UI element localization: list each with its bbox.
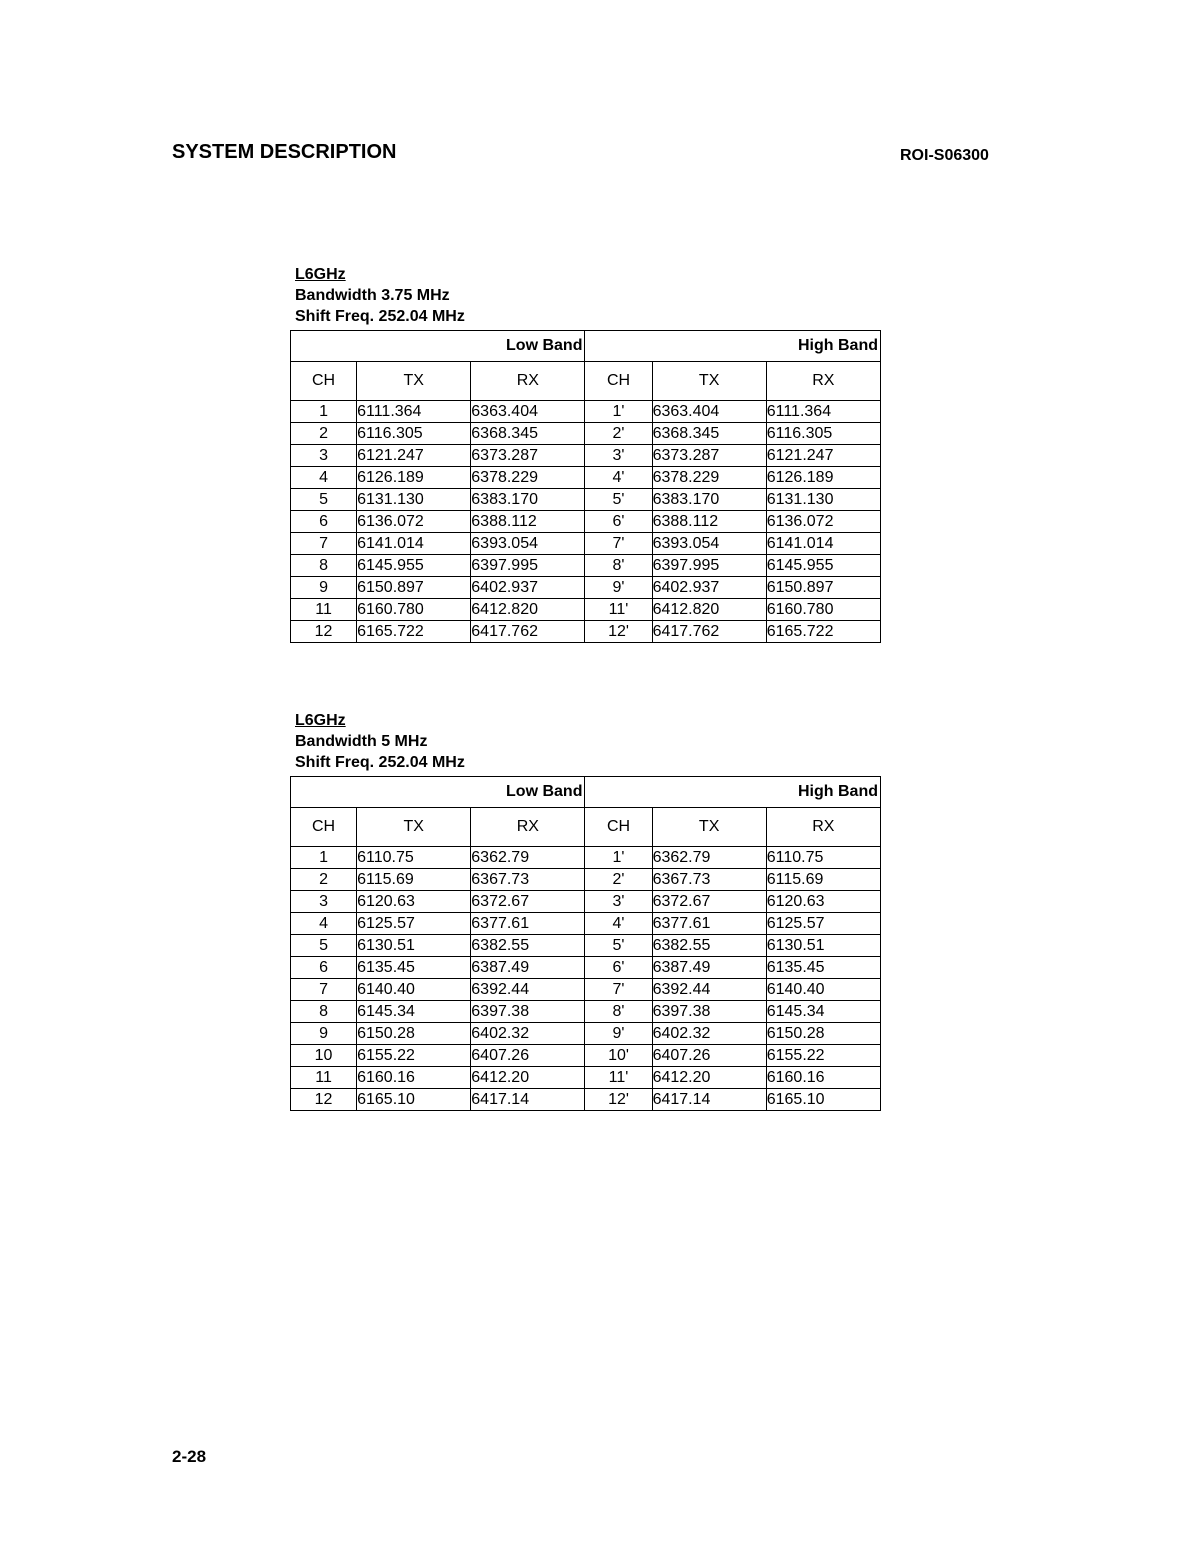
- channel-cell: 5': [585, 489, 652, 511]
- frequency-cell: 6368.345: [471, 423, 585, 445]
- channel-cell: 8': [585, 1001, 652, 1023]
- frequency-cell: 6412.20: [652, 1067, 766, 1089]
- frequency-cell: 6363.404: [652, 401, 766, 423]
- channel-cell: 7: [291, 533, 357, 555]
- high-band-header: High Band: [585, 777, 881, 808]
- frequency-cell: 6367.73: [652, 869, 766, 891]
- frequency-cell: 6110.75: [766, 847, 880, 869]
- frequency-cell: 6136.072: [357, 511, 471, 533]
- frequency-cell: 6125.57: [357, 913, 471, 935]
- frequency-cell: 6165.10: [357, 1089, 471, 1111]
- bandwidth-label: Bandwidth 3.75 MHz: [295, 287, 450, 304]
- frequency-cell: 6383.170: [471, 489, 585, 511]
- channel-cell: 9': [585, 577, 652, 599]
- channel-cell: 12: [291, 1089, 357, 1111]
- frequency-cell: 6116.305: [357, 423, 471, 445]
- low-band-header: Low Band: [291, 331, 585, 362]
- frequency-cell: 6141.014: [766, 533, 880, 555]
- frequency-cell: 6377.61: [652, 913, 766, 935]
- channel-cell: 4': [585, 913, 652, 935]
- band-label: L6GHz: [295, 266, 346, 283]
- frequency-cell: 6111.364: [357, 401, 471, 423]
- frequency-cell: 6136.072: [766, 511, 880, 533]
- channel-cell: 2: [291, 423, 357, 445]
- frequency-cell: 6126.189: [357, 467, 471, 489]
- frequency-cell: 6140.40: [357, 979, 471, 1001]
- channel-cell: 6: [291, 957, 357, 979]
- frequency-cell: 6382.55: [652, 935, 766, 957]
- frequency-cell: 6397.38: [471, 1001, 585, 1023]
- frequency-cell: 6121.247: [766, 445, 880, 467]
- frequency-table-section-2: [290, 710, 882, 1111]
- frequency-cell: 6116.305: [766, 423, 880, 445]
- table-row: [291, 401, 881, 423]
- frequency-cell: 6373.287: [652, 445, 766, 467]
- frequency-cell: 6130.51: [357, 935, 471, 957]
- frequency-cell: 6387.49: [471, 957, 585, 979]
- frequency-cell: 6121.247: [357, 445, 471, 467]
- channel-cell: 3: [291, 891, 357, 913]
- frequency-cell: 6388.112: [471, 511, 585, 533]
- table-row: [291, 599, 881, 621]
- frequency-cell: 6417.762: [652, 621, 766, 643]
- column-header: TX: [652, 362, 766, 401]
- frequency-cell: 6372.67: [652, 891, 766, 913]
- frequency-cell: 6145.955: [357, 555, 471, 577]
- band-header-row: [291, 331, 881, 362]
- frequency-cell: 6402.32: [652, 1023, 766, 1045]
- frequency-cell: 6150.897: [766, 577, 880, 599]
- channel-cell: 1': [585, 847, 652, 869]
- frequency-cell: 6160.780: [357, 599, 471, 621]
- band-header-row: [291, 777, 881, 808]
- frequency-cell: 6145.34: [357, 1001, 471, 1023]
- channel-cell: 6': [585, 957, 652, 979]
- frequency-cell: 6388.112: [652, 511, 766, 533]
- channel-cell: 5': [585, 935, 652, 957]
- frequency-cell: 6397.38: [652, 1001, 766, 1023]
- channel-cell: 6: [291, 511, 357, 533]
- column-header-row: [291, 362, 881, 401]
- column-header: RX: [766, 362, 880, 401]
- table-row: [291, 577, 881, 599]
- channel-cell: 4: [291, 913, 357, 935]
- column-header: CH: [585, 362, 652, 401]
- table-row: [291, 489, 881, 511]
- frequency-cell: 6165.10: [766, 1089, 880, 1111]
- table-row: [291, 913, 881, 935]
- page-number: 2-28: [172, 1447, 207, 1466]
- frequency-cell: 6141.014: [357, 533, 471, 555]
- column-header: TX: [357, 362, 471, 401]
- frequency-cell: 6373.287: [471, 445, 585, 467]
- frequency-cell: 6115.69: [766, 869, 880, 891]
- frequency-cell: 6155.22: [766, 1045, 880, 1067]
- frequency-cell: 6378.229: [652, 467, 766, 489]
- channel-cell: 11: [291, 1067, 357, 1089]
- table-row: [291, 621, 881, 643]
- table-row: [291, 847, 881, 869]
- frequency-cell: 6150.897: [357, 577, 471, 599]
- frequency-cell: 6383.170: [652, 489, 766, 511]
- channel-cell: 2': [585, 869, 652, 891]
- table-row: [291, 1023, 881, 1045]
- frequency-cell: 6412.820: [471, 599, 585, 621]
- table-row: [291, 1001, 881, 1023]
- frequency-cell: 6402.937: [471, 577, 585, 599]
- frequency-cell: 6402.32: [471, 1023, 585, 1045]
- frequency-table: [290, 330, 881, 643]
- table-row: [291, 935, 881, 957]
- frequency-cell: 6393.054: [471, 533, 585, 555]
- channel-cell: 11': [585, 1067, 652, 1089]
- channel-cell: 7': [585, 533, 652, 555]
- channel-cell: 8': [585, 555, 652, 577]
- table-row: [291, 869, 881, 891]
- column-header: CH: [585, 808, 652, 847]
- shift-frequency-label: Shift Freq. 252.04 MHz: [295, 308, 465, 325]
- channel-cell: 10: [291, 1045, 357, 1067]
- frequency-cell: 6140.40: [766, 979, 880, 1001]
- bandwidth-label: Bandwidth 5 MHz: [295, 733, 428, 750]
- channel-cell: 3: [291, 445, 357, 467]
- frequency-cell: 6131.130: [357, 489, 471, 511]
- channel-cell: 8: [291, 555, 357, 577]
- table-row: [291, 533, 881, 555]
- channel-cell: 7: [291, 979, 357, 1001]
- channel-cell: 3': [585, 891, 652, 913]
- frequency-cell: 6145.955: [766, 555, 880, 577]
- high-band-header: High Band: [585, 331, 881, 362]
- frequency-cell: 6417.762: [471, 621, 585, 643]
- section-title: SYSTEM DESCRIPTION: [172, 141, 397, 163]
- frequency-cell: 6150.28: [357, 1023, 471, 1045]
- frequency-cell: 6378.229: [471, 467, 585, 489]
- frequency-cell: 6160.780: [766, 599, 880, 621]
- frequency-cell: 6160.16: [766, 1067, 880, 1089]
- frequency-cell: 6417.14: [471, 1089, 585, 1111]
- table-row: [291, 423, 881, 445]
- band-label: L6GHz: [295, 712, 346, 729]
- channel-cell: 5: [291, 935, 357, 957]
- frequency-cell: 6135.45: [766, 957, 880, 979]
- frequency-cell: 6120.63: [357, 891, 471, 913]
- column-header: TX: [357, 808, 471, 847]
- channel-cell: 4: [291, 467, 357, 489]
- frequency-cell: 6362.79: [471, 847, 585, 869]
- table-row: [291, 1089, 881, 1111]
- channel-cell: 4': [585, 467, 652, 489]
- frequency-cell: 6407.26: [652, 1045, 766, 1067]
- channel-cell: 6': [585, 511, 652, 533]
- frequency-cell: 6368.345: [652, 423, 766, 445]
- channel-cell: 1: [291, 847, 357, 869]
- frequency-cell: 6412.20: [471, 1067, 585, 1089]
- channel-cell: 12': [585, 1089, 652, 1111]
- frequency-cell: 6392.44: [471, 979, 585, 1001]
- channel-cell: 2: [291, 869, 357, 891]
- frequency-cell: 6145.34: [766, 1001, 880, 1023]
- column-header: RX: [766, 808, 880, 847]
- frequency-cell: 6387.49: [652, 957, 766, 979]
- frequency-cell: 6131.130: [766, 489, 880, 511]
- table-row: [291, 1067, 881, 1089]
- frequency-cell: 6402.937: [652, 577, 766, 599]
- frequency-cell: 6150.28: [766, 1023, 880, 1045]
- frequency-cell: 6367.73: [471, 869, 585, 891]
- frequency-cell: 6110.75: [357, 847, 471, 869]
- channel-cell: 11: [291, 599, 357, 621]
- channel-cell: 10': [585, 1045, 652, 1067]
- table-row: [291, 467, 881, 489]
- frequency-cell: 6126.189: [766, 467, 880, 489]
- frequency-table: [290, 776, 881, 1111]
- frequency-cell: 6412.820: [652, 599, 766, 621]
- channel-cell: 1': [585, 401, 652, 423]
- frequency-table-section-1: [290, 264, 882, 643]
- frequency-cell: 6130.51: [766, 935, 880, 957]
- frequency-cell: 6155.22: [357, 1045, 471, 1067]
- table-row: [291, 445, 881, 467]
- frequency-cell: 6372.67: [471, 891, 585, 913]
- table-row: [291, 555, 881, 577]
- column-header: TX: [652, 808, 766, 847]
- frequency-cell: 6165.722: [766, 621, 880, 643]
- channel-cell: 9: [291, 1023, 357, 1045]
- frequency-cell: 6160.16: [357, 1067, 471, 1089]
- table-body: [291, 401, 881, 643]
- frequency-cell: 6417.14: [652, 1089, 766, 1111]
- frequency-cell: 6393.054: [652, 533, 766, 555]
- channel-cell: 1: [291, 401, 357, 423]
- frequency-cell: 6120.63: [766, 891, 880, 913]
- frequency-cell: 6382.55: [471, 935, 585, 957]
- column-header: CH: [291, 808, 357, 847]
- frequency-cell: 6392.44: [652, 979, 766, 1001]
- channel-cell: 12: [291, 621, 357, 643]
- channel-cell: 9': [585, 1023, 652, 1045]
- low-band-header: Low Band: [291, 777, 585, 808]
- channel-cell: 8: [291, 1001, 357, 1023]
- frequency-cell: 6397.995: [652, 555, 766, 577]
- frequency-cell: 6125.57: [766, 913, 880, 935]
- frequency-cell: 6135.45: [357, 957, 471, 979]
- table-row: [291, 979, 881, 1001]
- table-row: [291, 1045, 881, 1067]
- frequency-cell: 6165.722: [357, 621, 471, 643]
- channel-cell: 11': [585, 599, 652, 621]
- frequency-cell: 6397.995: [471, 555, 585, 577]
- column-header: RX: [471, 362, 585, 401]
- channel-cell: 5: [291, 489, 357, 511]
- channel-cell: 2': [585, 423, 652, 445]
- frequency-cell: 6407.26: [471, 1045, 585, 1067]
- column-header: RX: [471, 808, 585, 847]
- column-header-row: [291, 808, 881, 847]
- frequency-cell: 6115.69: [357, 869, 471, 891]
- document-id: ROI-S06300: [900, 147, 989, 164]
- table-body: [291, 847, 881, 1111]
- shift-frequency-label: Shift Freq. 252.04 MHz: [295, 754, 465, 771]
- frequency-cell: 6111.364: [766, 401, 880, 423]
- table-row: [291, 511, 881, 533]
- channel-cell: 12': [585, 621, 652, 643]
- channel-cell: 3': [585, 445, 652, 467]
- frequency-cell: 6362.79: [652, 847, 766, 869]
- frequency-cell: 6377.61: [471, 913, 585, 935]
- table-row: [291, 957, 881, 979]
- column-header: CH: [291, 362, 357, 401]
- frequency-cell: 6363.404: [471, 401, 585, 423]
- channel-cell: 7': [585, 979, 652, 1001]
- table-row: [291, 891, 881, 913]
- channel-cell: 9: [291, 577, 357, 599]
